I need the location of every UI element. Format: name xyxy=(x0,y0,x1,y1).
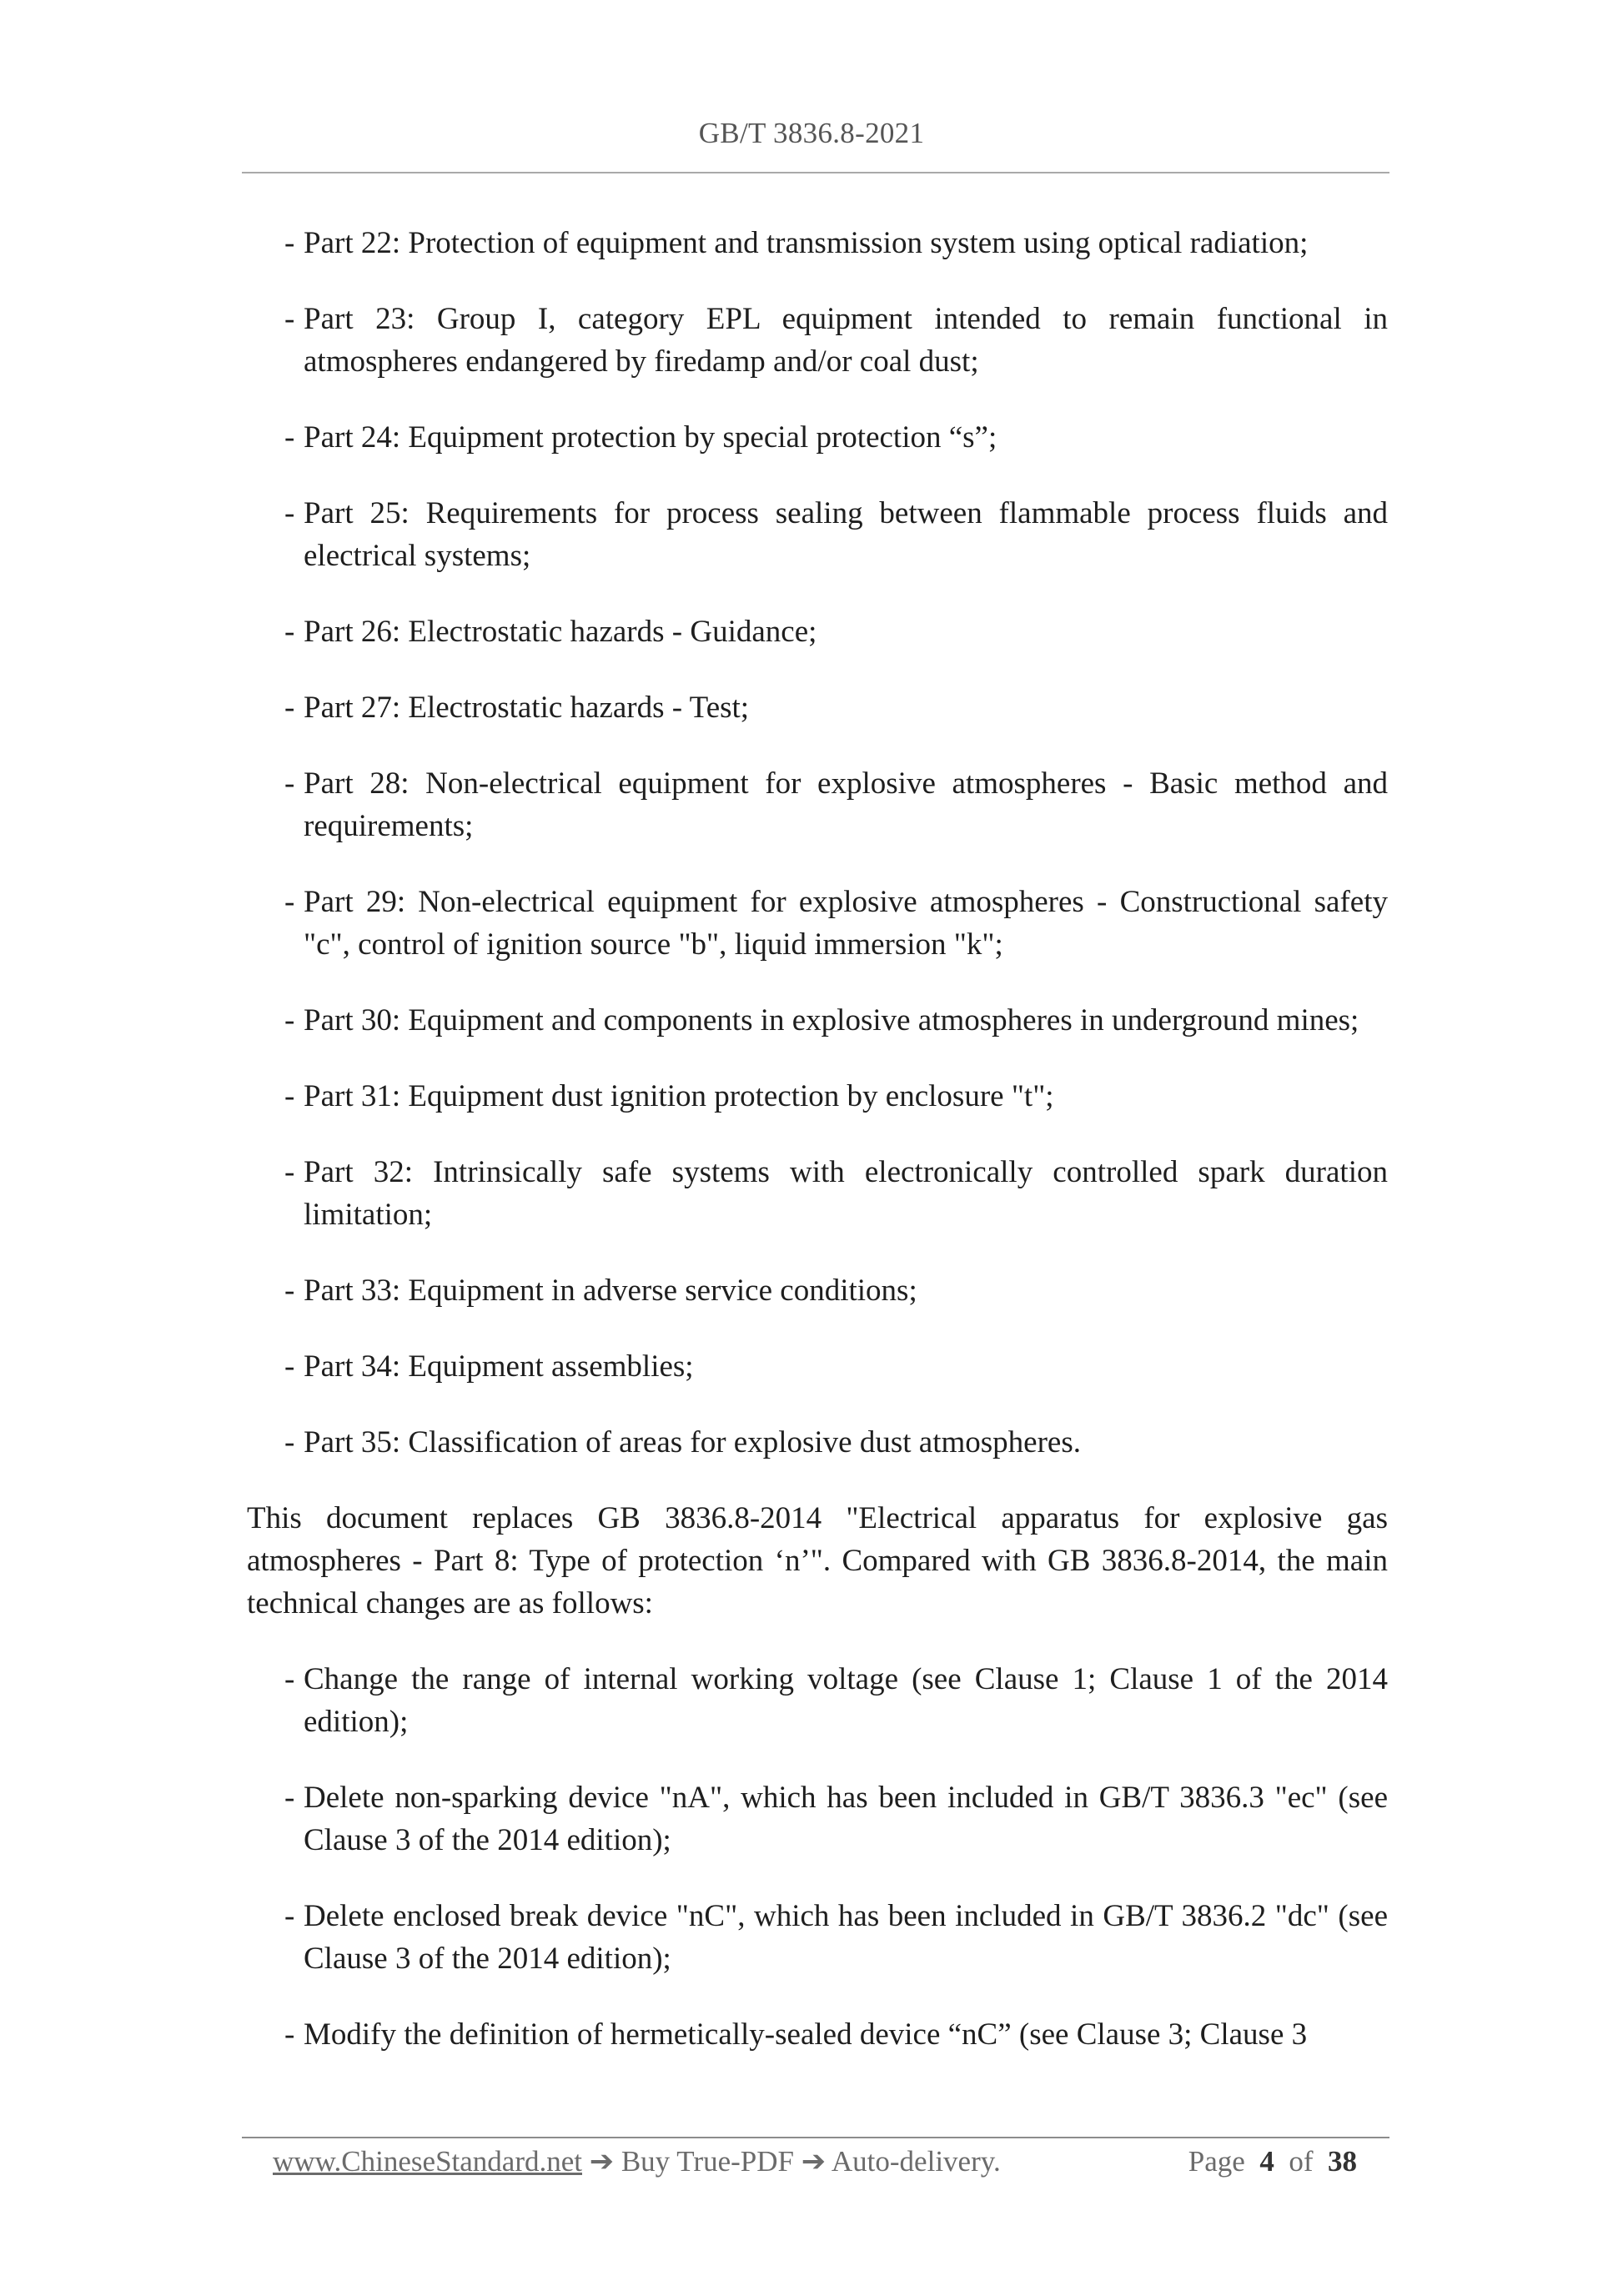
list-item xyxy=(247,1421,1388,1464)
dash: - xyxy=(284,691,295,725)
dash: - xyxy=(284,420,295,455)
list-item-text: Change the range of internal working voltage (see Clause 1; Clause 1 of the 2014 edition); xyxy=(304,1662,1388,1739)
list-item xyxy=(247,999,1388,1042)
standard-code: GB/T 3836.8-2021 xyxy=(698,117,925,149)
total-pages: 38 xyxy=(1328,2145,1357,2178)
list-item xyxy=(247,1895,1388,1980)
page-word: Page xyxy=(1188,2145,1245,2178)
dash: - xyxy=(284,302,295,336)
parts-list xyxy=(247,222,1388,1464)
list-item-text: Part 27: Electrostatic hazards - Test; xyxy=(304,691,750,725)
page-header xyxy=(0,117,1623,150)
list-item xyxy=(247,1658,1388,1743)
list-item xyxy=(247,1151,1388,1236)
buy-pdf-text: Buy True-PDF xyxy=(621,2145,794,2178)
list-item-text: Part 28: Non-electrical equipment for explosive atmospheres - Basic method and requirements; xyxy=(304,766,1388,843)
arrow-icon: ➔ xyxy=(589,2145,615,2178)
list-item xyxy=(247,762,1388,847)
page-number: 4 xyxy=(1259,2145,1274,2178)
list-item xyxy=(247,1345,1388,1388)
list-item-text: Part 23: Group I, category EPL equipment intended to remain functional in atmospheres endangered by firedamp and/or coal dust; xyxy=(304,302,1388,379)
list-item-text: Part 35: Classification of areas for explosive dust atmospheres. xyxy=(304,1425,1081,1459)
list-item-text: Part 32: Intrinsically safe systems with electronically controlled spark duration limitation; xyxy=(304,1155,1388,1232)
header-divider xyxy=(242,172,1389,173)
dash: - xyxy=(284,1781,295,1815)
dash: - xyxy=(284,1662,295,1696)
list-item xyxy=(247,298,1388,383)
dash: - xyxy=(284,2017,295,2052)
list-item-text: Modify the definition of hermetically-sealed device “nC” (see Clause 3; Clause 3 xyxy=(304,2017,1308,2052)
dash: - xyxy=(284,1274,295,1308)
dash: - xyxy=(284,1425,295,1459)
arrow-icon: ➔ xyxy=(801,2145,827,2178)
dash: - xyxy=(284,1349,295,1384)
dash: - xyxy=(284,496,295,530)
auto-delivery-text: Auto-delivery. xyxy=(831,2145,1001,2178)
list-item xyxy=(247,1776,1388,1861)
list-item-text: Part 25: Requirements for process sealing between flammable process fluids and electrical systems; xyxy=(304,496,1388,573)
list-item xyxy=(247,686,1388,729)
list-item-text: Part 31: Equipment dust ignition protection by enclosure "t"; xyxy=(304,1079,1054,1113)
footer-left xyxy=(273,2145,1001,2178)
dash: - xyxy=(284,1899,295,1933)
list-item-text: Delete non-sparking device "nA", which has been included in GB/T 3836.3 "ec" (see Clause 3 of the 2014 edition); xyxy=(304,1781,1388,1857)
dash: - xyxy=(284,615,295,649)
list-item xyxy=(247,610,1388,653)
list-item-text: Part 26: Electrostatic hazards - Guidance; xyxy=(304,615,817,649)
list-item-text: Delete enclosed break device "nC", which has been included in GB/T 3836.2 "dc" (see Clause 3 of the 2014 edition); xyxy=(304,1899,1388,1976)
replacement-paragraph: This document replaces GB 3836.8-2014 "Electrical apparatus for explosive gas atmospheres - Part 8: Type of protection ‘n’". Compared with GB 3836.8-2014, the main technical changes are as follows: xyxy=(247,1501,1388,1620)
list-item-text: Part 22: Protection of equipment and transmission system using optical radiation; xyxy=(304,226,1309,260)
list-item xyxy=(247,222,1388,264)
list-item xyxy=(247,1269,1388,1312)
list-item-text: Part 29: Non-electrical equipment for explosive atmospheres - Constructional safety "c", control of ignition source "b", liquid immersion "k"; xyxy=(304,885,1388,962)
list-item xyxy=(247,881,1388,966)
dash: - xyxy=(284,766,295,801)
dash: - xyxy=(284,1003,295,1037)
list-item-text: Part 24: Equipment protection by special protection “s”; xyxy=(304,420,997,455)
dash: - xyxy=(284,226,295,260)
list-item-text: Part 34: Equipment assemblies; xyxy=(304,1349,694,1384)
list-item xyxy=(247,416,1388,459)
of-word: of xyxy=(1289,2145,1314,2178)
dash: - xyxy=(284,1155,295,1189)
changes-list xyxy=(247,1658,1388,2056)
page-footer xyxy=(273,2145,1357,2187)
list-item xyxy=(247,2013,1388,2056)
list-item-text: Part 30: Equipment and components in explosive atmospheres in underground mines; xyxy=(304,1003,1359,1037)
page-content xyxy=(247,222,1388,2089)
site-link[interactable]: www.ChineseStandard.net xyxy=(273,2145,582,2178)
list-item xyxy=(247,1075,1388,1118)
list-item xyxy=(247,492,1388,577)
footer-divider xyxy=(242,2137,1389,2138)
page-indicator xyxy=(1188,2145,1357,2178)
dash: - xyxy=(284,1079,295,1113)
list-item-text: Part 33: Equipment in adverse service conditions; xyxy=(304,1274,917,1308)
dash: - xyxy=(284,885,295,919)
